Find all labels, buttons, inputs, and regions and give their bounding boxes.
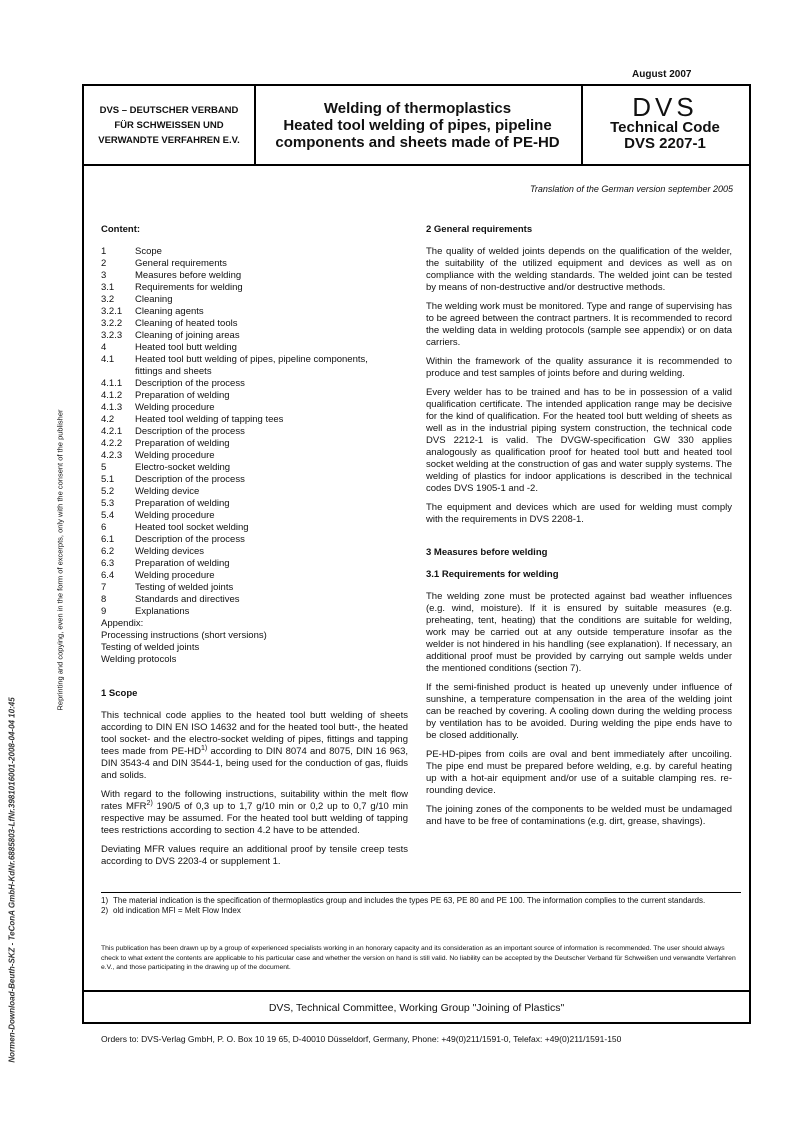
title-line: Heated tool welding of pipes, pipeline xyxy=(283,116,552,134)
left-column xyxy=(101,224,408,875)
toc-number: 4.1.1 xyxy=(101,378,123,389)
toc-entry xyxy=(101,534,408,546)
toc-entry xyxy=(101,294,408,306)
toc-label: Scope xyxy=(135,246,162,257)
toc-label: Preparation of welding xyxy=(135,390,230,401)
toc-number: 6.3 xyxy=(101,558,115,569)
dvs-logo: DVS xyxy=(632,92,698,122)
appendix-item: Testing of welded joints xyxy=(101,642,200,653)
toc-label: Welding procedure xyxy=(135,402,215,413)
toc-number: 3.2.2 xyxy=(101,318,123,329)
toc-label: Preparation of welding xyxy=(135,558,230,569)
toc-number: 4.1.2 xyxy=(101,390,123,401)
toc-entry xyxy=(101,426,408,438)
document-title xyxy=(254,86,583,164)
general-requirements-heading: 2 General requirements xyxy=(426,224,533,235)
toc-entry xyxy=(101,246,408,258)
toc-entry xyxy=(101,558,408,570)
toc-entry xyxy=(101,342,408,354)
toc-number: 6.2 xyxy=(101,546,115,557)
toc-number: 5 xyxy=(101,462,107,473)
toc-entry xyxy=(101,330,408,342)
footnotes xyxy=(101,892,741,916)
toc-number: 3.2.3 xyxy=(101,330,123,341)
toc-entry xyxy=(101,450,408,462)
toc-number: 4.2.1 xyxy=(101,426,123,437)
toc-label: Standards and directives xyxy=(135,594,240,605)
toc-label: Measures before welding xyxy=(135,270,242,281)
toc-entry xyxy=(101,606,408,618)
toc-number: 4.1.3 xyxy=(101,402,123,413)
measures-paragraph: PE-HD-pipes from coils are oval and bent immediately after uncoiling. The pipe end must be prepared before welding, e.g. by careful heating up with a hot-air equipment and/or use of a suitable clamping res. re-rounding device. xyxy=(426,749,732,796)
toc-entry xyxy=(101,582,408,594)
general-paragraph: The equipment and devices which are used for welding must comply with the requirements in DVS 2208-1. xyxy=(426,502,732,525)
toc-label: Explanations xyxy=(135,606,190,617)
toc-entry xyxy=(101,270,408,282)
toc-label: Welding device xyxy=(135,486,200,497)
toc-label: Preparation of welding xyxy=(135,438,230,449)
toc-number: 5.2 xyxy=(101,486,115,497)
toc-entry xyxy=(101,258,408,270)
measures-paragraph: If the semi-finished product is heated up unevenly under influence of sunshine, a temperature compensation in the area of the welding joint can be reached by covering. A cooling down during the welding process by ventilation has to be avoided. During welding the pipe ends have to be closed additionally. xyxy=(426,682,732,741)
toc-number: 5.1 xyxy=(101,474,115,485)
toc-entry xyxy=(101,594,408,606)
toc-label: Testing of welded joints xyxy=(135,582,234,593)
toc-number: 5.3 xyxy=(101,498,115,509)
footnote: 2) old indication MFI = Melt Flow Index xyxy=(101,906,241,915)
toc-entry xyxy=(101,546,408,558)
toc-label: Heated tool butt welding xyxy=(135,342,237,353)
toc-number: 7 xyxy=(101,582,107,593)
toc-entry xyxy=(101,510,408,522)
toc-label: Welding procedure xyxy=(135,450,215,461)
toc-entry xyxy=(101,414,408,426)
toc-label: Requirements for welding xyxy=(135,282,243,293)
toc-label: Preparation of welding xyxy=(135,498,230,509)
toc-label: Cleaning of joining areas xyxy=(135,330,240,341)
toc-number: 6.4 xyxy=(101,570,115,581)
toc-label: Description of the process xyxy=(135,474,245,485)
scope-paragraph: This technical code applies to the heated tool butt welding of sheets according to DIN EN ISO 14632 and for the heated tool butt-, the heated tool socket- and the electro-socket welding of pipes, fittings and tapping tees made from PE-HD$^{1)}$ according to DIN 8074 and 8075, DIN 16 963, DIN 3543-4 and DIN 3544-1, being used for the conduction of gas, fluids and solids. xyxy=(101,710,409,781)
translation-note: Translation of the German version september 2005 xyxy=(530,184,733,194)
toc-number: 8 xyxy=(101,594,107,605)
measures-paragraph: The joining zones of the components to be welded must be undamaged and have to be free of contaminations (e.g. dirt, grease, shavings). xyxy=(426,804,732,827)
code-number: DVS 2207-1 xyxy=(624,135,706,152)
toc-label: Heated tool socket welding xyxy=(135,522,249,533)
committee-text: DVS, Technical Committee, Working Group "Joining of Plastics" xyxy=(268,1002,565,1014)
toc-label: Welding procedure xyxy=(135,570,215,581)
appendix-item: Welding protocols xyxy=(101,654,177,665)
toc-label: Welding procedure xyxy=(135,510,215,521)
toc-label: Heated tool butt welding of pipes, pipeline components, xyxy=(135,354,368,365)
scope-paragraph: Deviating MFR values require an additional proof by tensile creep tests according to DVS 2203-4 or supplement 1. xyxy=(101,844,408,867)
toc-number: 1 xyxy=(101,246,107,257)
toc-entry xyxy=(101,402,408,414)
toc-label: Cleaning xyxy=(135,294,173,305)
toc-number: 3 xyxy=(101,270,107,281)
footnote: 1) The material indication is the specification of thermoplastics group and includes the types PE 63, PE 80 and PE 100. The information complies to the current standards. xyxy=(101,896,706,905)
toc-number: 6.1 xyxy=(101,534,115,545)
toc-entry xyxy=(101,366,408,378)
toc-label: General requirements xyxy=(135,258,227,269)
general-paragraph: Every welder has to be trained and has to be in possession of a valid qualification certificate. The intended application range may be decisive for the kind of qualification. For the heated tool butt welding of sheets as well as in the industrial piping system construction, the technical code DVS 2212-1 is valid. The DVGW-specification GW 330 applies analogously as qualification proof for heated tool butt and heated tool socket welding at the construction of gas and water supply systems. The welding of plastics for indoor applications is described in the technical codes DVS 1905-1 and -2. xyxy=(426,387,732,494)
scope-heading: 1 Scope xyxy=(101,688,138,699)
title-line: Welding of thermoplastics xyxy=(323,99,512,117)
toc-label: Welding devices xyxy=(135,546,205,557)
toc-number: 5.4 xyxy=(101,510,115,521)
toc-number: 4.2 xyxy=(101,414,115,425)
general-paragraph: The quality of welded joints depends on the qualification of the welder, the suitability of the utilized equipment and devices as well as on compliance with the welding standards. The welded joint can be tested by means of non-destructive and/or destructive methods. xyxy=(426,246,732,293)
general-paragraph: Within the framework of the quality assurance it is recommended to produce and test samples of joints before and during welding. xyxy=(426,356,732,379)
scope-paragraph: With regard to the following instructions, suitability within the melt flow rates MFR$^{2)}$ 190/5 of 0,3 up to 1,7 g/10 min or 0,2 up to 0,7 g/10 min respective may be assumed. For the heated tool butt welding of tapping tees restrictions according to section 4.2 have to be attended. xyxy=(101,789,408,836)
measures-paragraph: The welding zone must be protected against bad weather influences (e.g. wind, moisture). If it is ensured by suitable measures (e.g. preheating, tent, heating) that the conditions are suitable for welding, work may be carried out at any outside temperature insofar as the welder is not hindered in his handling (see explanation). If necessary, an additional proof must be provided by carrying out sample welds under the mentioned conditions (section 7). xyxy=(426,591,732,674)
toc-entry xyxy=(101,438,408,450)
general-paragraph: The welding work must be monitored. Type and range of supervising has to be agreed between the contract partners. It is recommended to record the welding data in welding protocols (sample see appendix) or on data carriers. xyxy=(426,301,732,348)
toc-entry xyxy=(101,390,408,402)
toc-entry xyxy=(101,486,408,498)
toc-label: Heated tool welding of tapping tees xyxy=(135,414,284,425)
toc-number: 2 xyxy=(101,258,107,269)
publication-date: August 2007 xyxy=(632,69,692,80)
measures-heading: 3 Measures before welding xyxy=(426,547,548,558)
toc-number: 6 xyxy=(101,522,107,533)
toc-number: 4 xyxy=(101,342,107,353)
org-line: DVS – DEUTSCHER VERBAND xyxy=(99,104,239,116)
toc-number xyxy=(101,366,135,378)
toc-entry xyxy=(101,318,408,330)
org-line: VERWANDTE VERFAHREN E.V. xyxy=(98,134,240,146)
title-line: components and sheets made of PE-HD xyxy=(275,133,560,151)
orders-line: Orders to: DVS-Verlag GmbH, P. O. Box 10 19 65, D-40010 Düsseldorf, Germany, Phone: +49(0)211/1591-0, Telefax: +49(0)211/1591-150 xyxy=(101,1034,622,1044)
toc-label: Description of the process xyxy=(135,534,245,545)
toc-number: 4.2.3 xyxy=(101,450,123,461)
toc-entry xyxy=(101,570,408,582)
toc-entry xyxy=(101,522,408,534)
toc-label: Description of the process xyxy=(135,426,245,437)
appendix-item: Processing instructions (short versions) xyxy=(101,630,267,641)
code-label: Technical Code xyxy=(610,119,720,136)
committee-footer xyxy=(82,990,751,1024)
appendix-item: Appendix: xyxy=(101,618,144,629)
content-heading: Content: xyxy=(101,224,141,235)
organization-name xyxy=(84,86,256,164)
toc-number: 4.2.2 xyxy=(101,438,123,449)
disclaimer-text: This publication has been drawn up by a group of experienced specialists working in an honorary capacity and its consideration as an important source of information is recommended. The user should always check to what extent the contents are applicable to his particular case and whether the version on hand is still valid. No liability can be accepted by the Deutscher Verband für Schweißen und verwandte Verfahren e.V., and those participating in the drawing up of the document. xyxy=(101,945,736,971)
toc-entry xyxy=(101,462,408,474)
toc-number: 3.2.1 xyxy=(101,306,123,317)
right-column xyxy=(426,224,732,835)
toc-label: Cleaning of heated tools xyxy=(135,318,238,329)
toc-entry xyxy=(101,498,408,510)
toc-number: 9 xyxy=(101,606,107,617)
requirements-subheading: 3.1 Requirements for welding xyxy=(426,569,559,580)
toc-label: Description of the process xyxy=(135,378,245,389)
document-header xyxy=(82,84,751,166)
technical-code-block xyxy=(581,86,749,164)
toc-entry xyxy=(101,474,408,486)
toc-entry xyxy=(101,306,408,318)
toc-label: Cleaning agents xyxy=(135,306,204,317)
toc-entry xyxy=(101,354,408,366)
toc-number: 3.1 xyxy=(101,282,115,293)
toc-entry xyxy=(101,282,408,294)
toc-entry xyxy=(101,378,408,390)
toc-number: 3.2 xyxy=(101,294,115,305)
toc-label: Electro-socket welding xyxy=(135,462,231,473)
table-of-contents xyxy=(101,246,408,618)
appendix-list xyxy=(101,618,408,666)
toc-number: 4.1 xyxy=(101,354,115,365)
toc-label: fittings and sheets xyxy=(135,366,212,377)
org-line: FÜR SCHWEISSEN UND xyxy=(114,119,224,131)
